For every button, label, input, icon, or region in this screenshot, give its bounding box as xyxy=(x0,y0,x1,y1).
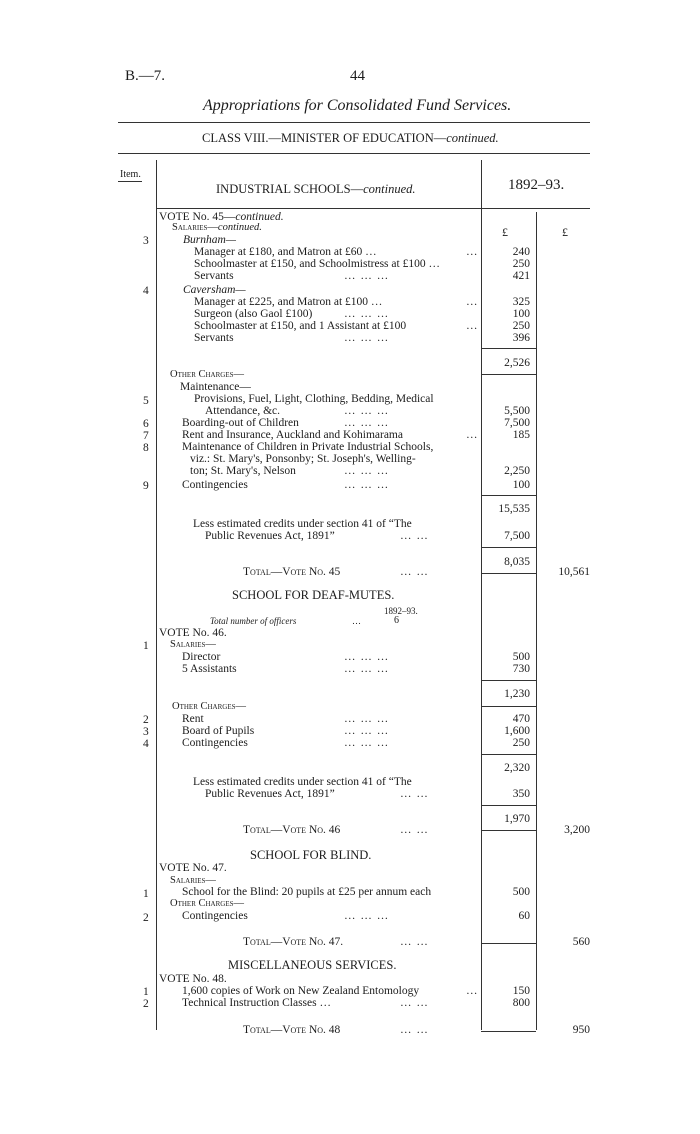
leader-dots: … … … xyxy=(344,737,390,749)
line-item-text: Manager at £225, and Matron at £100 … xyxy=(194,296,383,308)
amount: 5,500 xyxy=(504,405,530,417)
vote-total-label: Total—Vote No. 47. xyxy=(243,936,344,948)
credits-amount: 7,500 xyxy=(504,530,530,542)
amount: 500 xyxy=(512,886,530,898)
line-item-text: Rent and Insurance, Auckland and Kohimarama xyxy=(182,429,403,441)
line-item-text: Board of Pupils xyxy=(182,725,255,737)
section-heading: SCHOOL FOR BLIND. xyxy=(250,848,372,862)
amount: 150 xyxy=(512,985,530,997)
subtotal-amount: 2,526 xyxy=(504,357,530,369)
item-number: 7 xyxy=(143,430,149,442)
amount: 800 xyxy=(512,997,530,1009)
amount: 1,600 xyxy=(504,725,530,737)
item-number: 1 xyxy=(143,986,149,998)
caversham-label: Caversham— xyxy=(183,284,246,296)
vote-total-label: Total—Vote No. 46 xyxy=(243,824,341,836)
amount: 730 xyxy=(512,663,530,675)
line-item-text: Director xyxy=(182,651,221,663)
vote-46-heading: VOTE No. 46. xyxy=(159,627,227,639)
line-item-text: Technical Instruction Classes … xyxy=(182,997,331,1009)
item-number: 5 xyxy=(143,395,149,407)
officers-label: Total number of officers xyxy=(210,616,297,626)
item-column-header: Item. xyxy=(120,169,141,180)
vote-total: 560 xyxy=(572,936,590,948)
leader-dots: … … xyxy=(400,936,429,948)
line-item-text: Maintenance of Children in Private Industrial Schools, xyxy=(182,441,434,453)
item-number: 3 xyxy=(143,235,149,247)
leader-dots: … … … xyxy=(344,663,390,675)
item-number: 8 xyxy=(143,442,149,454)
amount: 100 xyxy=(512,308,530,320)
page-number: 44 xyxy=(350,68,365,84)
line-item-text: School for the Blind: 20 pupils at £25 per annum each xyxy=(182,886,432,898)
leader-dots: … … … xyxy=(344,308,390,320)
maintenance-label: Maintenance— xyxy=(180,381,251,393)
leader-dots: … … … xyxy=(344,651,390,663)
amount: 100 xyxy=(512,479,530,491)
item-number: 4 xyxy=(143,285,149,297)
amount: 2,250 xyxy=(504,465,530,477)
line-item-text: Boarding-out of Children xyxy=(182,417,299,429)
leader-dots: … … … xyxy=(344,465,390,477)
leader-dots: … xyxy=(466,985,478,997)
year-label: 1892–93. xyxy=(384,606,418,616)
vote-total: 3,200 xyxy=(564,824,590,836)
leader-dots: … xyxy=(466,320,478,332)
line-item-text: Schoolmaster at £150, and 1 Assistant at £100 xyxy=(194,320,407,332)
credits-text: Less estimated credits under section 41 of “The xyxy=(193,518,412,530)
amount: 60 xyxy=(518,910,530,922)
vote-total: 950 xyxy=(572,1024,590,1036)
leader-dots: … … … xyxy=(344,270,390,282)
amount: 500 xyxy=(512,651,530,663)
salaries-label: Salaries—continued. xyxy=(172,222,262,233)
amount: 250 xyxy=(512,737,530,749)
leader-dots: … xyxy=(352,616,361,626)
page-ref: B.—7. xyxy=(125,68,166,84)
subtotal-amount: 1,230 xyxy=(504,688,530,700)
credits-amount: 350 xyxy=(512,788,530,800)
officers-count: 6 xyxy=(394,615,399,626)
burnham-label: Burnham— xyxy=(183,234,237,246)
leader-dots: … xyxy=(466,246,478,258)
vote-48-heading: VOTE No. 48. xyxy=(159,973,227,985)
page-title: Appropriations for Consolidated Fund Services. xyxy=(203,97,512,114)
other-charges-label: Other Charges— xyxy=(170,898,244,909)
section-heading: MISCELLANEOUS SERVICES. xyxy=(228,958,397,972)
line-item-text: Servants xyxy=(194,270,234,282)
item-number: 2 xyxy=(143,912,149,924)
leader-dots: … … … xyxy=(344,417,390,429)
leader-dots: … … xyxy=(400,1024,429,1036)
net-amount: 1,970 xyxy=(504,813,530,825)
section-heading: SCHOOL FOR DEAF-MUTES. xyxy=(232,588,395,602)
leader-dots: … … … xyxy=(344,725,390,737)
salaries-label: Salaries— xyxy=(170,875,216,886)
line-item-text: Rent xyxy=(182,713,204,725)
amount: 240 xyxy=(512,246,530,258)
line-item-text: Contingencies xyxy=(182,737,248,749)
leader-dots: … … xyxy=(400,530,429,542)
line-item-text: 5 Assistants xyxy=(182,663,237,675)
leader-dots: … … xyxy=(400,824,429,836)
vote-total-label: Total—Vote No. 45 xyxy=(243,566,341,578)
amount: 396 xyxy=(512,332,530,344)
year-header: 1892–93. xyxy=(508,177,565,193)
amount: 421 xyxy=(512,270,530,282)
line-item-text: Manager at £180, and Matron at £60 … xyxy=(194,246,377,258)
line-item-text: Schoolmaster at £150, and Schoolmistress at £100 … xyxy=(194,258,440,270)
amount: 7,500 xyxy=(504,417,530,429)
item-number: 9 xyxy=(143,480,149,492)
line-item-text: Provisions, Fuel, Light, Clothing, Bedding, Medical xyxy=(194,393,434,405)
item-number: 1 xyxy=(143,640,149,652)
leader-dots: … … xyxy=(400,566,429,578)
pound-sign: £ xyxy=(562,225,568,239)
vote-47-heading: VOTE No. 47. xyxy=(159,862,227,874)
item-number: 3 xyxy=(143,726,149,738)
line-item-text: 1,600 copies of Work on New Zealand Entomology xyxy=(182,985,420,997)
item-number: 1 xyxy=(143,888,149,900)
other-charges-label: Other Charges— xyxy=(172,701,246,712)
leader-dots: … xyxy=(466,429,478,441)
leader-dots: … … … xyxy=(344,405,390,417)
leader-dots: … … … xyxy=(344,910,390,922)
leader-dots: … … xyxy=(400,788,429,800)
subtotal-amount: 15,535 xyxy=(498,503,530,515)
line-item-text: viz.: St. Mary's, Ponsonby; St. Joseph's, Welling- xyxy=(190,453,416,465)
line-item-text: ton; St. Mary's, Nelson xyxy=(190,465,296,477)
amount: 325 xyxy=(512,296,530,308)
line-item-text: Contingencies xyxy=(182,910,248,922)
class-heading: CLASS VIII.—MINISTER OF EDUCATION—continued. xyxy=(202,131,499,145)
amount: 185 xyxy=(512,429,530,441)
vote-45-heading: VOTE No. 45—continued. xyxy=(159,211,284,223)
leader-dots: … … … xyxy=(344,332,390,344)
leader-dots: … … xyxy=(400,997,429,1009)
subtotal-amount: 2,320 xyxy=(504,762,530,774)
pound-sign: £ xyxy=(502,225,508,239)
credits-text: Less estimated credits under section 41 of “The xyxy=(193,776,412,788)
vote-total: 10,561 xyxy=(558,566,590,578)
line-item-text: Attendance, &c. xyxy=(205,405,281,417)
line-item-text: Servants xyxy=(194,332,234,344)
credits-text: Public Revenues Act, 1891” xyxy=(205,530,335,542)
section-heading: INDUSTRIAL SCHOOLS—continued. xyxy=(216,182,416,196)
net-amount: 8,035 xyxy=(504,556,530,568)
credits-text: Public Revenues Act, 1891” xyxy=(205,788,335,800)
amount: 250 xyxy=(512,258,530,270)
vote-total-label: Total—Vote No. 48 xyxy=(243,1024,341,1036)
salaries-label: Salaries— xyxy=(170,639,216,650)
item-number: 6 xyxy=(143,418,149,430)
leader-dots: … … … xyxy=(344,713,390,725)
line-item-text: Surgeon (also Gaol £100) xyxy=(194,308,313,320)
amount: 470 xyxy=(512,713,530,725)
item-number: 2 xyxy=(143,998,149,1010)
line-item-text: Contingencies xyxy=(182,479,248,491)
leader-dots: … xyxy=(466,296,478,308)
amount: 250 xyxy=(512,320,530,332)
item-number: 4 xyxy=(143,738,149,750)
other-charges-label: Other Charges— xyxy=(170,369,244,380)
item-number: 2 xyxy=(143,714,149,726)
leader-dots: … … … xyxy=(344,479,390,491)
